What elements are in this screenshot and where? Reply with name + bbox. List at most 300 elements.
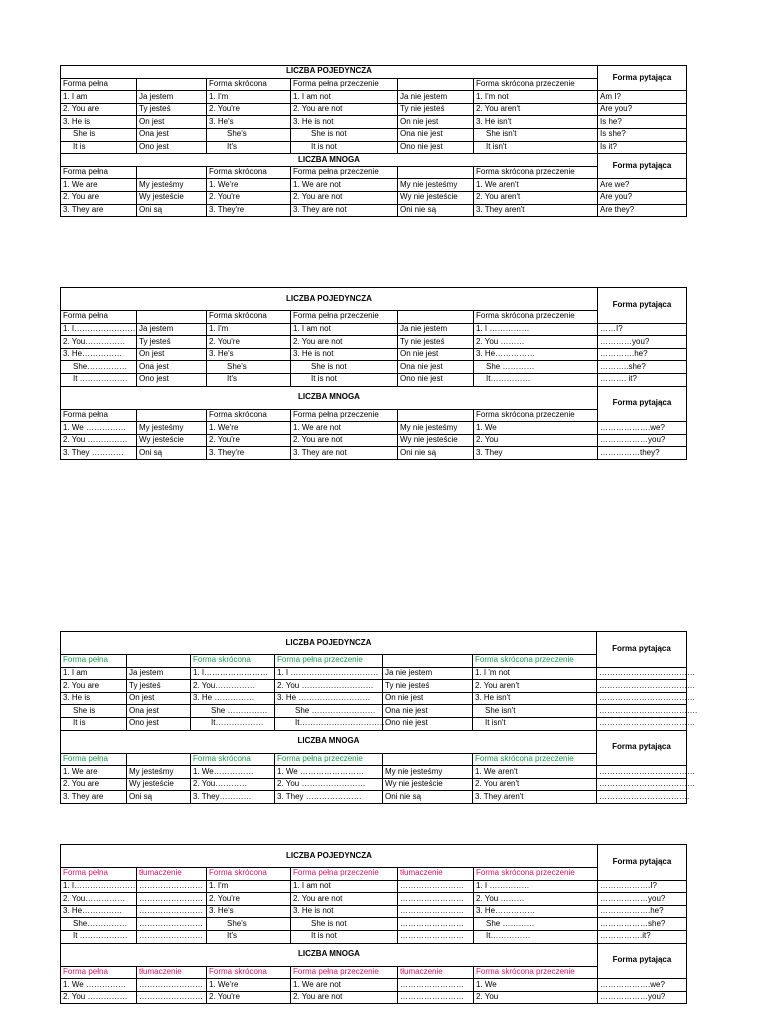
table-cell: My nie jesteśmy — [398, 179, 474, 192]
column-header-row — [61, 966, 687, 979]
column-header-row — [61, 311, 687, 324]
table-cell: Oni są — [137, 447, 207, 460]
table-cell: My nie jesteśmy — [398, 422, 474, 435]
column-header: Forma skrócona przeczenie — [473, 753, 597, 766]
table-cell: She …………… — [191, 705, 275, 718]
column-header — [383, 655, 473, 668]
table-cell: My jesteśmy — [127, 766, 191, 779]
table-cell: …………………… — [398, 905, 474, 918]
table-cell: She ………… — [474, 361, 598, 374]
column-header: Forma pełna — [61, 966, 137, 979]
table-cell: 2. You — [474, 434, 598, 447]
table-row — [61, 336, 687, 349]
table-cell: ……………………………… — [597, 778, 687, 791]
table-row — [61, 791, 687, 804]
table-cell: 3. He isn't — [473, 692, 597, 705]
table-row — [61, 979, 687, 992]
table-cell: 3. They aren't — [473, 791, 597, 804]
table-cell: Ja nie jestem — [398, 323, 474, 336]
column-header: Forma pełna — [61, 166, 137, 179]
table-cell: She ………… — [474, 918, 598, 931]
table-row — [61, 361, 687, 374]
column-header — [383, 753, 473, 766]
table-cell: 3. He is — [61, 116, 137, 129]
table-cell: On jest — [127, 692, 191, 705]
column-header: tłumaczenie — [137, 966, 207, 979]
table-row — [61, 204, 687, 217]
table-row — [61, 422, 687, 435]
column-header: Forma skrócona — [207, 409, 291, 422]
table-row — [61, 373, 687, 386]
table-cell: …………………… — [137, 918, 207, 931]
table-cell: Ona nie jest — [383, 705, 473, 718]
column-header: Forma skrócona — [207, 78, 291, 91]
column-header: Forma pełna przeczenie — [291, 409, 398, 422]
table-row — [61, 434, 687, 447]
table-cell: 3. He is not — [291, 116, 398, 129]
table-cell: She …………………… — [275, 705, 383, 718]
table-cell: …………………… — [137, 893, 207, 906]
table-cell: ……………………………… — [597, 717, 687, 730]
table-cell: It's — [207, 141, 291, 154]
table-row — [61, 348, 687, 361]
table-cell: She is not — [291, 361, 398, 374]
table-cell: 3. He ……………………… — [275, 692, 383, 705]
table-row — [61, 705, 687, 718]
table-cell: Ono jest — [127, 717, 191, 730]
table-row — [61, 905, 687, 918]
table-cell: 3. He isn't — [474, 116, 598, 129]
column-header: Forma pełna przeczenie — [291, 311, 398, 324]
table-cell: Ono nie jest — [398, 373, 474, 386]
table-cell: Ona jest — [137, 128, 207, 141]
table-cell: …………………… — [137, 979, 207, 992]
table-cell: On nie jest — [383, 692, 473, 705]
table-row — [61, 191, 687, 204]
table-cell: 3. He's — [207, 348, 291, 361]
question-form-heading: Forma pytająca — [598, 288, 687, 324]
table-cell: …………………… — [137, 930, 207, 943]
table-cell: …………………… — [398, 979, 474, 992]
table-row — [61, 880, 687, 893]
table-cell: 1. I am — [61, 667, 127, 680]
table-cell: 3. He…………… — [474, 348, 598, 361]
table-cell: 3. They aren't — [474, 204, 598, 217]
column-header: Forma pełna przeczenie — [275, 655, 383, 668]
table-cell: 1. I am not — [291, 91, 398, 104]
table-cell: ……I? — [598, 323, 687, 336]
column-header — [137, 78, 207, 91]
table-cell: 1. We are not — [291, 979, 398, 992]
table-cell: Ja nie jestem — [383, 667, 473, 680]
table-cell: Are they? — [598, 204, 687, 217]
table-cell: Is he? — [598, 116, 687, 129]
table-cell: Oni są — [137, 204, 207, 217]
section-heading: LICZBA MNOGA — [61, 154, 598, 167]
table-cell: She is — [61, 128, 137, 141]
column-header: Forma pełna — [61, 409, 137, 422]
table-cell: She is not — [291, 918, 398, 931]
table-cell: It is not — [291, 373, 398, 386]
table-row — [61, 667, 687, 680]
table-cell: ……………………………… — [597, 692, 687, 705]
table-cell: 1. I'm — [207, 323, 291, 336]
table-cell: 2. You …………… — [61, 434, 137, 447]
table-cell: ………………you? — [598, 991, 687, 1004]
table-cell: …………………… — [398, 930, 474, 943]
worksheet-table-3 — [60, 631, 698, 804]
table-cell: 2. You are not — [291, 103, 398, 116]
question-form-heading: Forma pytająca — [597, 730, 687, 766]
column-header: Forma skrócona przeczenie — [474, 966, 598, 979]
worksheet-table-2 — [60, 287, 687, 460]
worksheet-table-1 — [60, 65, 687, 217]
table-cell: She's — [207, 918, 291, 931]
table-cell: 2. You're — [207, 434, 291, 447]
column-header — [137, 311, 207, 324]
column-header-row — [61, 753, 687, 766]
table-cell: Ja jestem — [127, 667, 191, 680]
table-cell: Ono jest — [137, 141, 207, 154]
table-row — [61, 128, 687, 141]
column-header: Forma skrócona przeczenie — [474, 78, 598, 91]
table-cell: Ja nie jestem — [398, 91, 474, 104]
table-cell: 2. You're — [207, 893, 291, 906]
table-cell: 3. He…………… — [474, 905, 598, 918]
table-cell: 3. They — [474, 447, 598, 460]
table-cell: 1. I …………… — [474, 880, 598, 893]
table-cell: 1. I…………………… — [191, 667, 275, 680]
table-cell: 1. We …………… — [61, 979, 137, 992]
table-cell: It isn't — [474, 141, 598, 154]
table-row — [61, 930, 687, 943]
column-header: Forma skrócona przeczenie — [474, 166, 598, 179]
table-cell: 1. I'm not — [474, 91, 598, 104]
table-cell: It is — [61, 717, 127, 730]
table-cell: 3. He…………… — [61, 348, 137, 361]
column-header: Forma skrócona — [207, 868, 291, 881]
section-heading: LICZBA POJEDYNCZA — [61, 288, 598, 311]
table-cell: 2. You ……… — [474, 893, 598, 906]
table-cell: 3. They are — [61, 204, 137, 217]
table-cell: Ono nie jest — [398, 141, 474, 154]
table-cell: 2. You ……………………… — [275, 680, 383, 693]
worksheet-table-4 — [60, 844, 687, 1004]
table-row — [61, 918, 687, 931]
table-cell: It ……………… — [61, 373, 137, 386]
table-cell: 2. You are not — [291, 434, 398, 447]
table-cell: She isn't — [474, 128, 598, 141]
question-form-heading: Forma pytająca — [598, 943, 687, 979]
table-cell: On jest — [137, 348, 207, 361]
section-heading: LICZBA POJEDYNCZA — [61, 632, 597, 655]
table-cell: …………………… — [398, 893, 474, 906]
table-cell: She is — [61, 705, 127, 718]
table-cell: ……………………………… — [597, 680, 687, 693]
table-cell: 2. You are — [61, 191, 137, 204]
table-cell: 2. You…………… — [61, 336, 137, 349]
table-cell: ………..she? — [598, 361, 687, 374]
table-cell: …………………… — [398, 880, 474, 893]
column-header-row — [61, 78, 687, 91]
table-cell: Wy jesteście — [127, 778, 191, 791]
table-cell: 2. You are not — [291, 991, 398, 1004]
table-cell: Is she? — [598, 128, 687, 141]
question-form-heading: Forma pytająca — [598, 386, 687, 422]
table-row — [61, 778, 687, 791]
table-cell: Ona jest — [137, 361, 207, 374]
table-cell: 1. We…………… — [191, 766, 275, 779]
column-header: Forma skrócona — [207, 311, 291, 324]
table-row — [61, 893, 687, 906]
table-cell: …………………… — [137, 991, 207, 1004]
table-cell: ……………they? — [598, 447, 687, 460]
table-cell: 1. We — [474, 422, 598, 435]
table-cell: 2. You …………… — [61, 991, 137, 1004]
table-cell: 1. I…………………… — [61, 323, 137, 336]
table-cell: 3. They are not — [291, 447, 398, 460]
table-cell: 1. We …………………… — [275, 766, 383, 779]
table-cell: 1. We're — [207, 422, 291, 435]
table-cell: On jest — [137, 116, 207, 129]
table-row — [61, 766, 687, 779]
table-cell: She isn't — [473, 705, 597, 718]
column-header: Forma skrócona — [207, 966, 291, 979]
table-cell: …………………… — [398, 918, 474, 931]
table-cell: On nie jest — [398, 348, 474, 361]
table-cell: It ……………… — [61, 930, 137, 943]
table-cell: On nie jest — [398, 116, 474, 129]
column-header: Forma pełna — [61, 78, 137, 91]
table-cell: ……………….I? — [598, 880, 687, 893]
table-cell: 1. We're — [207, 179, 291, 192]
table-cell: 1. I'm — [207, 91, 291, 104]
column-header: Forma pełna — [61, 311, 137, 324]
table-cell: It's — [207, 930, 291, 943]
table-cell: 1. I …………………………… — [275, 667, 383, 680]
table-cell: It is not — [291, 930, 398, 943]
column-header: Forma skrócona — [191, 753, 275, 766]
table-cell: My nie jesteśmy — [383, 766, 473, 779]
table-cell: Oni nie są — [398, 204, 474, 217]
table-cell: 3. They're — [207, 204, 291, 217]
column-header — [137, 409, 207, 422]
column-header — [127, 753, 191, 766]
table-cell: Ty nie jesteś — [398, 103, 474, 116]
table-cell: 2. You aren't — [474, 103, 598, 116]
table-cell: ………………she? — [598, 918, 687, 931]
table-cell: 1. We …………… — [61, 422, 137, 435]
table-cell: ……………….we? — [598, 979, 687, 992]
table-cell: 1. We are — [61, 766, 127, 779]
column-header: Forma pełna — [61, 655, 127, 668]
table-cell: 3. He is — [61, 692, 127, 705]
table-cell: …………………… — [137, 905, 207, 918]
table-cell: Wy jesteście — [137, 191, 207, 204]
table-cell: She…………… — [61, 361, 137, 374]
table-cell: ………. it? — [598, 373, 687, 386]
section-heading: LICZBA POJEDYNCZA — [61, 845, 598, 868]
table-cell: She…………… — [61, 918, 137, 931]
table-row — [61, 692, 687, 705]
table-row — [61, 103, 687, 116]
column-header: Forma skrócona — [207, 166, 291, 179]
table-cell: 2. You aren't — [473, 680, 597, 693]
section-heading: LICZBA POJEDYNCZA — [61, 66, 598, 79]
column-header — [398, 78, 474, 91]
column-header: Forma skrócona przeczenie — [473, 655, 597, 668]
column-header-row — [61, 655, 687, 668]
table-cell: 3. They are not — [291, 204, 398, 217]
table-cell: Wy nie jesteście — [383, 778, 473, 791]
table-cell: ………………you? — [598, 434, 687, 447]
table-cell: 2. You are — [61, 778, 127, 791]
column-header-row — [61, 409, 687, 422]
table-cell: It…………… — [474, 373, 598, 386]
table-row — [61, 91, 687, 104]
table-row — [61, 991, 687, 1004]
table-cell: 1. I am not — [291, 323, 398, 336]
table-cell: 1. We are not — [291, 422, 398, 435]
table-cell: She's — [207, 361, 291, 374]
table-cell: 2. You're — [207, 103, 291, 116]
table-cell: 2. You're — [207, 991, 291, 1004]
table-cell: 2. You are not — [291, 893, 398, 906]
table-cell: 2. You're — [207, 191, 291, 204]
table-cell: 2. You are — [61, 103, 137, 116]
column-header — [127, 655, 191, 668]
table-cell: It isn't — [473, 717, 597, 730]
table-cell: 2. You………… — [191, 778, 275, 791]
table-cell: 1. We — [474, 979, 598, 992]
table-cell: Is it? — [598, 141, 687, 154]
table-cell: 1. I …………… — [474, 323, 598, 336]
table-cell: 1. We are — [61, 179, 137, 192]
table-cell: 3. They are — [61, 791, 127, 804]
question-form-heading: Forma pytająca — [598, 845, 687, 881]
table-cell: 3. They ………… — [61, 447, 137, 460]
table-cell: 2. You're — [207, 336, 291, 349]
table-cell: 2. You …………………… — [275, 778, 383, 791]
column-header — [137, 166, 207, 179]
table-cell: 1. We aren't — [474, 179, 598, 192]
section-heading: LICZBA MNOGA — [61, 730, 597, 753]
table-cell: 1. I'm — [207, 880, 291, 893]
table-cell: …………………… — [137, 880, 207, 893]
table-cell: She is not — [291, 128, 398, 141]
section-heading: LICZBA MNOGA — [61, 943, 598, 966]
table-cell: …………….it? — [598, 930, 687, 943]
column-header: Forma skrócona przeczenie — [474, 868, 598, 881]
table-cell: Are you? — [598, 103, 687, 116]
table-cell: Wy nie jesteście — [398, 191, 474, 204]
table-cell: Ona nie jest — [398, 361, 474, 374]
question-form-heading: Forma pytająca — [597, 632, 687, 668]
table-cell: 3. He …………… — [191, 692, 275, 705]
table-row — [61, 179, 687, 192]
table-row — [61, 323, 687, 336]
table-cell: 1. We are not — [291, 179, 398, 192]
column-header: tłumaczenie — [137, 868, 207, 881]
table-cell: 3. He's — [207, 905, 291, 918]
question-form-heading: Forma pytająca — [598, 66, 687, 91]
table-cell: It…………………………… — [275, 717, 383, 730]
table-cell: Are you? — [598, 191, 687, 204]
column-header: Forma pełna przeczenie — [291, 868, 398, 881]
column-header: Forma pełna przeczenie — [291, 966, 398, 979]
table-cell: Are we? — [598, 179, 687, 192]
table-cell: 3. They ………………… — [275, 791, 383, 804]
table-cell: Wy nie jesteście — [398, 434, 474, 447]
table-cell: 2. You — [474, 991, 598, 1004]
table-cell: ……………….he? — [598, 905, 687, 918]
table-cell: My jesteśmy — [137, 422, 207, 435]
table-cell: 1. I am — [61, 91, 137, 104]
table-cell: 2. You aren't — [474, 191, 598, 204]
table-cell: Oni są — [127, 791, 191, 804]
table-cell: 3. He is not — [291, 905, 398, 918]
table-cell: 3. He is not — [291, 348, 398, 361]
question-form-heading: Forma pytająca — [598, 154, 687, 179]
column-header: Forma pełna przeczenie — [291, 78, 398, 91]
table-row — [61, 141, 687, 154]
table-row — [61, 447, 687, 460]
table-cell: Ty jesteś — [137, 336, 207, 349]
table-cell: ………………………………. — [597, 705, 687, 718]
table-cell: Wy jesteście — [137, 434, 207, 447]
table-cell: 1. I 'm not — [473, 667, 597, 680]
table-cell: 3. They're — [207, 447, 291, 460]
column-header-row — [61, 166, 687, 179]
column-header: Forma pełna — [61, 868, 137, 881]
table-cell: She's — [207, 128, 291, 141]
table-row — [61, 116, 687, 129]
section-heading: LICZBA MNOGA — [61, 386, 598, 409]
table-cell: 2. You are — [61, 680, 127, 693]
table-cell: 1. We're — [207, 979, 291, 992]
table-cell: Oni nie są — [398, 447, 474, 460]
table-cell: 3. They………… — [191, 791, 275, 804]
column-header: Forma skrócona przeczenie — [474, 409, 598, 422]
table-cell: Ty nie jesteś — [398, 336, 474, 349]
table-cell: …………………… — [398, 991, 474, 1004]
column-header: tłumaczenie — [398, 868, 474, 881]
table-cell: Ty jesteś — [127, 680, 191, 693]
table-cell: Ty nie jesteś — [383, 680, 473, 693]
table-row — [61, 680, 687, 693]
table-cell: Ja jestem — [137, 323, 207, 336]
column-header — [398, 311, 474, 324]
table-cell: ……………………………… — [597, 766, 687, 779]
table-cell: 2. You are not — [291, 336, 398, 349]
table-row — [61, 717, 687, 730]
column-header: tłumaczenie — [398, 966, 474, 979]
column-header-row — [61, 868, 687, 881]
table-cell: Ja jestem — [137, 91, 207, 104]
table-cell: My jesteśmy — [137, 179, 207, 192]
table-cell: …………you? — [598, 336, 687, 349]
table-cell: ………….he? — [598, 348, 687, 361]
table-cell: It…………… — [474, 930, 598, 943]
table-cell: It's — [207, 373, 291, 386]
table-cell: Am I? — [598, 91, 687, 104]
table-cell: Ona nie jest — [398, 128, 474, 141]
table-cell: Ono jest — [137, 373, 207, 386]
table-cell: 1. We aren't — [473, 766, 597, 779]
table-cell: ……………………………… — [597, 667, 687, 680]
table-cell: ……………………………. — [597, 791, 687, 804]
table-cell: Oni nie są — [383, 791, 473, 804]
